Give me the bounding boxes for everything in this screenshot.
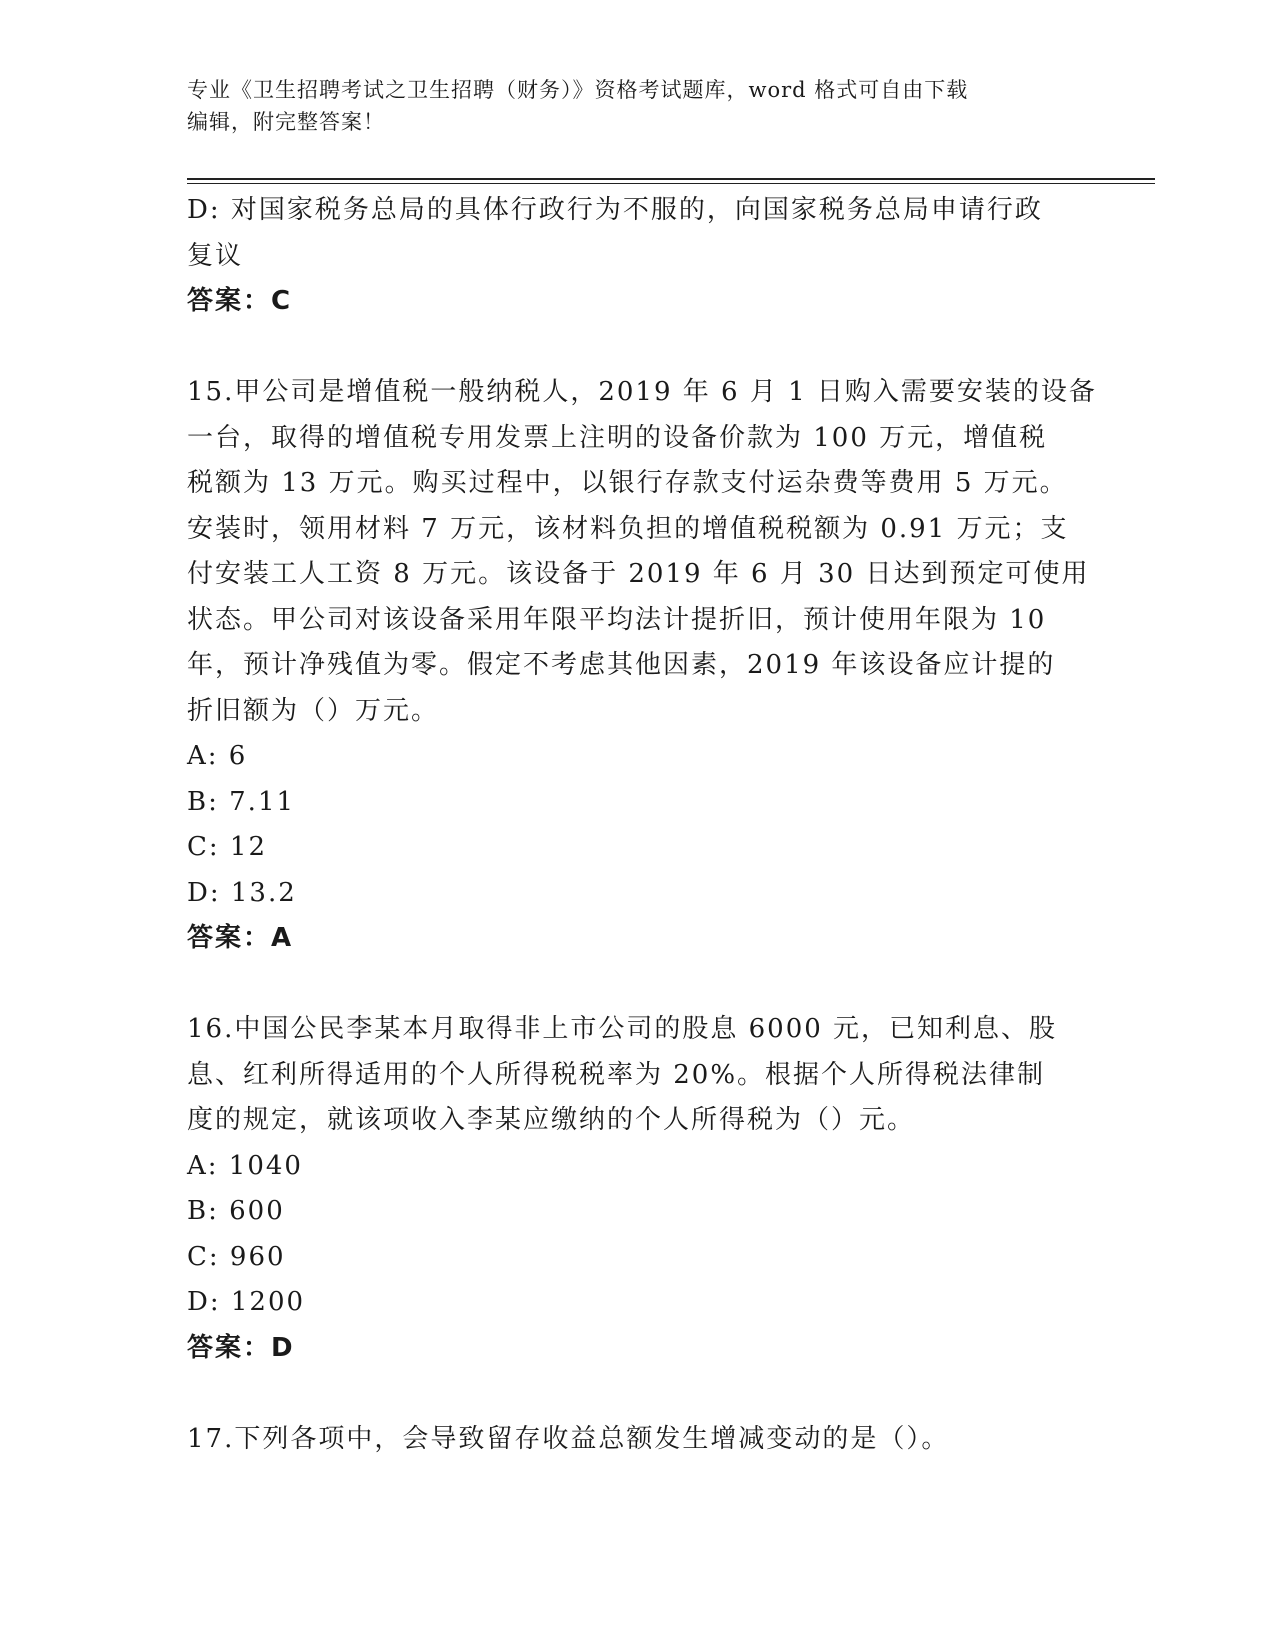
question-15-line-5: 付安装工人工资 8 万元。该设备于 2019 年 6 月 30 日达到预定可使用 bbox=[187, 559, 1090, 589]
question-15-line-8: 折旧额为（）万元。 bbox=[187, 695, 440, 726]
question-16-option-a: A: 1040 bbox=[187, 1150, 303, 1181]
question-16-line-3: 度的规定，就该项收入李某应缴纳的个人所得税为（）元。 bbox=[187, 1105, 916, 1135]
header-line-2: 编辑，附完整答案！ bbox=[187, 110, 385, 134]
spacer bbox=[187, 962, 1087, 1008]
question-15-line-2: 一台，取得的增值税专用发票上注明的设备价款为 100 万元，增值税 bbox=[187, 422, 1048, 453]
question-15-option-d: D: 13.2 bbox=[187, 877, 297, 908]
question-15-line-7: 年，预计净残值为零。假定不考虑其他因素，2019 年该设备应计提的 bbox=[187, 650, 1056, 680]
question-15-option-b: B: 7.11 bbox=[187, 786, 296, 817]
question-15-line-3: 税额为 13 万元。购买过程中，以银行存款支付运杂费等费用 5 万元。 bbox=[187, 468, 1068, 498]
option-d-line-1: D: 对国家税务总局的具体行政行为不服的，向国家税务总局申请行政 bbox=[187, 195, 1043, 225]
question-15-option-c: C: 12 bbox=[187, 832, 268, 862]
question-16-option-d: D: 1200 bbox=[187, 1287, 306, 1317]
question-15-line-4: 安装时，领用材料 7 万元，该材料负担的增值税税额为 0.91 万元；支 bbox=[187, 513, 1069, 544]
option-d-line-2: 复议 bbox=[187, 240, 244, 271]
spacer bbox=[187, 325, 1087, 371]
question-16-line-1: 16.中国公民李某本月取得非上市公司的股息 6000 元，已知利息、股 bbox=[187, 1014, 1058, 1044]
question-16 bbox=[187, 1007, 1087, 1371]
header-line-1: 专业《卫生招聘考试之卫生招聘（财务）》资格考试题库，word 格式可自由下载 bbox=[187, 78, 969, 102]
prev-question-tail bbox=[187, 188, 1087, 325]
question-15-answer: 答案：A bbox=[187, 923, 294, 953]
answer-line: 答案：C bbox=[187, 286, 293, 316]
question-16-line-2: 息、红利所得适用的个人所得税税率为 20%。根据个人所得税法律制 bbox=[187, 1059, 1046, 1090]
document-header bbox=[187, 74, 1087, 138]
document-body bbox=[187, 188, 1097, 1462]
question-16-answer: 答案：D bbox=[187, 1332, 295, 1363]
header-divider-thick bbox=[187, 178, 1155, 180]
question-15-line-6: 状态。甲公司对该设备采用年限平均法计提折旧，预计使用年限为 10 bbox=[187, 604, 1047, 635]
question-17-line-1: 17.下列各项中，会导致留存收益总额发生增减变动的是（）。 bbox=[187, 1423, 950, 1454]
question-15 bbox=[187, 370, 1097, 962]
question-17 bbox=[187, 1417, 1087, 1463]
question-15-line-1: 15.甲公司是增值税一般纳税人，2019 年 6 月 1 日购入需要安装的设备 bbox=[187, 377, 1097, 407]
question-15-option-a: A: 6 bbox=[187, 741, 248, 771]
question-16-option-c: C: 960 bbox=[187, 1241, 286, 1272]
header-divider-thin bbox=[187, 183, 1155, 184]
spacer bbox=[187, 1371, 1087, 1417]
question-16-option-b: B: 600 bbox=[187, 1196, 285, 1226]
